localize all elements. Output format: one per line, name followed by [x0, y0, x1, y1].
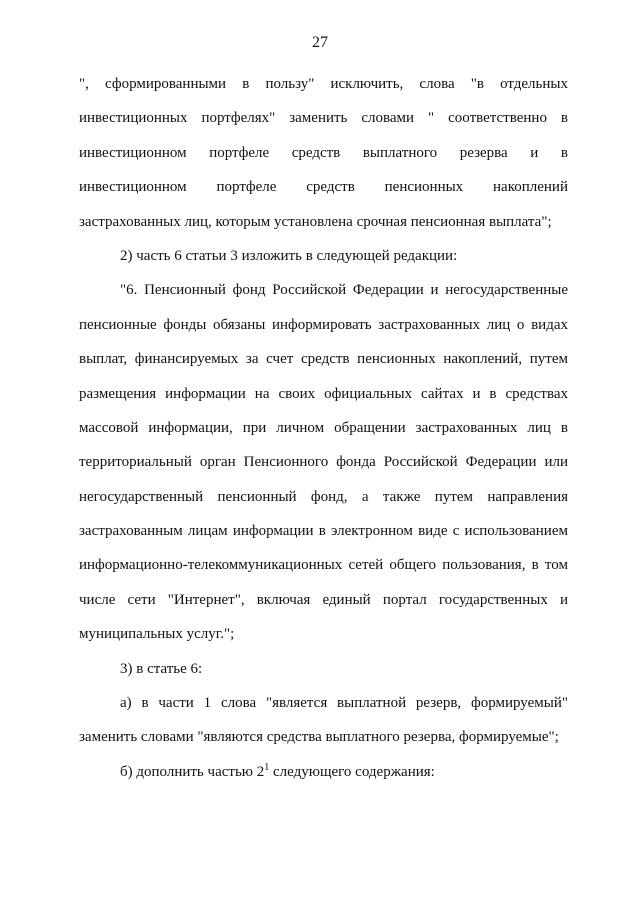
paragraph-line: инвестиционных портфелях" заменить словами " соответственно в [79, 110, 568, 127]
paragraph-line: негосударственный пенсионный фонд, а также путем направления [79, 488, 568, 505]
page-number: 27 [312, 34, 328, 51]
paragraph-line: застрахованным лицам информации в электронном виде с использованием [79, 523, 568, 540]
paragraph-line: числе сети "Интернет", включая единый портал государственных и [79, 591, 568, 608]
paragraph-line: выплат, финансируемых за счет средств пенсионных накоплений, путем [79, 351, 568, 368]
document-body [79, 67, 568, 789]
paragraph-line: а) в части 1 слова "является выплатной резерв, формируемый" [120, 695, 568, 712]
paragraph-line: территориальный орган Пенсионного фонда Российской Федерации или [79, 454, 568, 471]
paragraph-line: "6. Пенсионный фонд Российской Федерации и негосударственные [120, 282, 568, 299]
paragraph-item-3: 3) в статье 6: [120, 660, 203, 677]
paragraph-line: размещения информации на своих официальных сайтах и в средствах [79, 385, 568, 402]
paragraph-line: массовой информации, при личном обращении застрахованных лиц в [79, 419, 568, 436]
paragraph-item-2: 2) часть 6 статьи 3 изложить в следующей редакции: [120, 247, 458, 264]
paragraph-line: ", сформированными в пользу" исключить, слова "в отдельных [79, 76, 568, 92]
paragraph-text: следующего содержания: [269, 763, 435, 780]
paragraph-line: застрахованных лиц, которым установлена срочная пенсионная выплата"; [79, 213, 552, 230]
paragraph-line: пенсионные фонды обязаны информировать застрахованных лиц о видах [79, 316, 568, 333]
paragraph-line: муниципальных услуг."; [79, 626, 235, 643]
paragraph-line: информационно-телекоммуникационных сетей общего пользования, в том [79, 557, 568, 574]
paragraph-text: б) дополнить частью 2 [120, 763, 265, 780]
superscript: 1 [264, 761, 270, 773]
paragraph-line: заменить словами "являются средства выплатного резерва, формируемые"; [79, 729, 559, 746]
paragraph-item-b [79, 755, 568, 789]
paragraph-line: инвестиционном портфеле средств пенсионных накоплений [79, 179, 568, 196]
paragraph-line: инвестиционном портфеле средств выплатного резерва и в [79, 144, 568, 161]
